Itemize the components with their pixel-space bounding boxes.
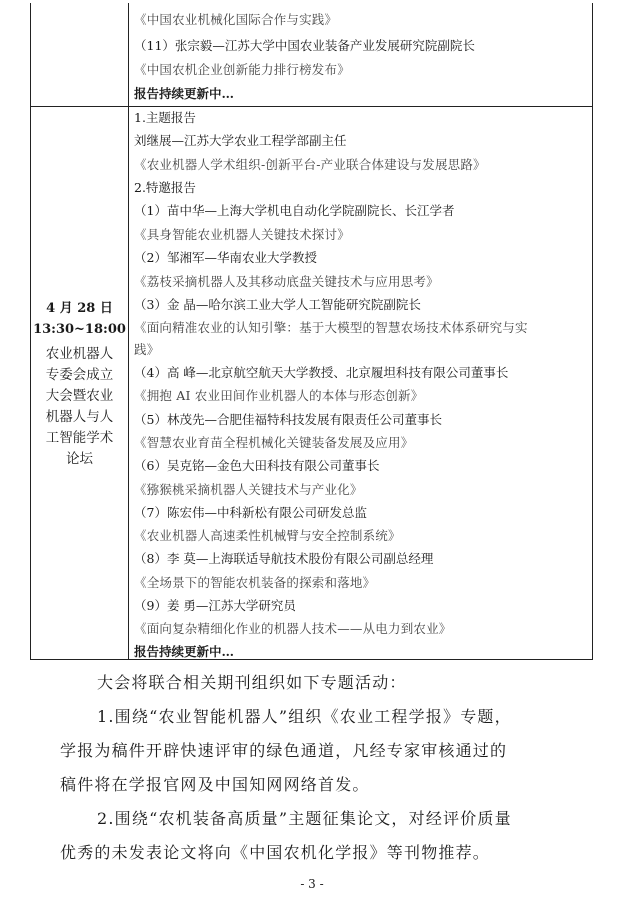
table-column-divider xyxy=(128,3,129,659)
section-heading: 2.特邀报告 xyxy=(134,180,196,195)
speaker-line: 刘继展—江苏大学农业工程学部副主任 xyxy=(134,133,347,148)
paragraph-2-line-2: 优秀的未发表论文将向《中国农机化学报》等刊物推荐。 xyxy=(60,843,491,862)
section-heading: 1.主题报告 xyxy=(134,110,196,125)
paragraph-1-line-2: 学报为稿件开辟快速评审的绿色通道，凡经专家审核通过的 xyxy=(60,741,508,760)
speaker-line: （8）李 莫—上海联适导航技术股份有限公司副总经理 xyxy=(134,551,434,566)
report-topic-continued: 践》 xyxy=(134,342,160,357)
session-time: 13:30~18:00 xyxy=(33,321,126,337)
intro-paragraph: 大会将联合相关期刊组织如下专题活动： xyxy=(97,673,407,692)
speaker-line: （4）高 峰—北京航空航天大学教授、北京履坦科技有限公司董事长 xyxy=(134,365,509,380)
report-topic: 《中国农业机械化国际合作与实践》 xyxy=(134,12,338,27)
session-cell xyxy=(31,107,128,660)
report-topic: 《荔枝采摘机器人及其移动底盘关键技术与应用思考》 xyxy=(134,274,439,289)
speaker-line: （2）邹湘军—华南农业大学教授 xyxy=(134,250,317,265)
report-topic: 《农业机器人高速柔性机械臂与安全控制系统》 xyxy=(134,528,401,543)
paragraph-2-line-1: 2.围绕“农机装备高质量”主题征集论文，对经评价质量 xyxy=(97,809,512,828)
speaker-line: （6）吴克铭—金色大田科技有限公司董事长 xyxy=(134,458,380,473)
report-topic: 《全场景下的智能农机装备的探索和落地》 xyxy=(134,575,376,590)
report-topic: 《拥抱 AI 农业田间作业机器人的本体与形态创新》 xyxy=(134,388,424,403)
update-note: 报告持续更新中… xyxy=(134,644,235,659)
paragraph-1-line-3: 稿件将在学报官网及中国知网网络首发。 xyxy=(60,775,370,794)
speaker-line: （11）张宗毅—江苏大学中国农业装备产业发展研究院副院长 xyxy=(134,38,475,53)
report-topic: 《具身智能农业机器人关键技术探讨》 xyxy=(134,227,350,242)
speaker-line: （7）陈宏伟—中科新松有限公司研发总监 xyxy=(134,505,367,520)
page-number: - 3 - xyxy=(300,877,324,891)
speaker-line: （9）姜 勇—江苏大学研究员 xyxy=(134,598,296,613)
report-topic: 《中国农机企业创新能力排行榜发布》 xyxy=(134,62,350,77)
report-topic: 《猕猴桃采摘机器人关键技术与产业化》 xyxy=(134,482,363,497)
report-topic: 《农业机器人学术组织-创新平台-产业联合体建设与发展思路》 xyxy=(134,157,486,172)
session-date: 4 月 28 日 xyxy=(46,300,113,316)
speaker-line: （5）林茂先—合肥佳福特科技发展有限责任公司董事长 xyxy=(134,412,442,427)
report-topic: 《智慧农业育苗全程机械化关键装备发展及应用》 xyxy=(134,435,414,450)
report-topic: 《面向精准农业的认知引擎：基于大模型的智慧农场技术体系研究与实 xyxy=(134,320,528,335)
speaker-line: （1）苗中华—上海大学机电自动化学院副院长、长江学者 xyxy=(134,203,455,218)
update-note: 报告持续更新中… xyxy=(134,86,235,101)
report-topic: 《面向复杂精细化作业的机器人技术——从电力到农业》 xyxy=(134,621,452,636)
paragraph-1-line-1: 1.围绕“农业智能机器人”组织《农业工程学报》专题， xyxy=(97,707,512,726)
speaker-line: （3）金 晶—哈尔滨工业大学人工智能研究院副院长 xyxy=(134,297,421,312)
session-forum-title: 农业机器人专委会成立大会暨农业机器人与人工智能学术论坛 xyxy=(45,345,114,467)
